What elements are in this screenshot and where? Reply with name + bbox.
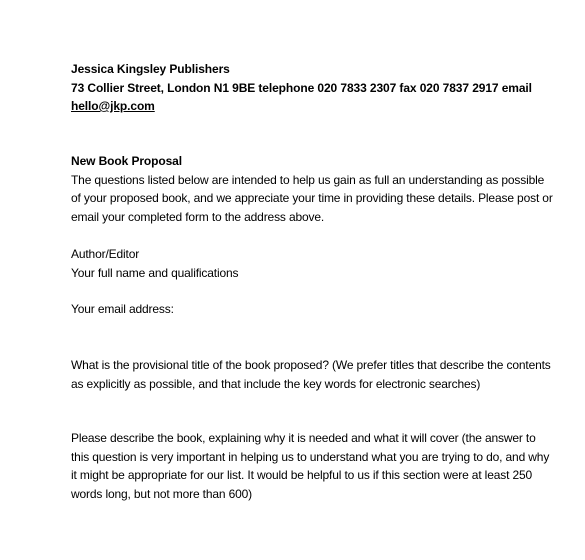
title-question	[71, 356, 551, 393]
proposal-intro	[71, 152, 553, 226]
title-question-line: as explicitly as possible, and that include the key words for electronic searches)	[71, 376, 481, 391]
describe-question-line: it might be appropriate for our list. It would be helpful to us if this section were at least 250	[71, 468, 533, 482]
describe-question	[71, 429, 550, 503]
proposal-title: New Book Proposal	[71, 154, 182, 168]
author-prompt: Your full name and qualifications	[71, 265, 239, 280]
publisher-email-link[interactable]: hello@jkp.com	[71, 99, 155, 113]
describe-question-line: Please describe the book, explaining why it is needed and what it will cover (the answer to	[71, 431, 536, 445]
email-section	[71, 300, 531, 319]
intro-line: The questions listed below are intended to help us gain as full an understanding as possible	[71, 172, 545, 187]
author-heading: Author/Editor	[71, 247, 140, 261]
publisher-address: 73 Collier Street, London N1 9BE telephone 020 7833 2307 fax 020 7837 2917 email	[71, 80, 532, 95]
author-section	[71, 245, 531, 282]
publisher-name: Jessica Kingsley Publishers	[71, 62, 230, 76]
describe-question-line: this question is very important in helping us to understand what you are trying to do, and why	[71, 449, 550, 464]
email-prompt: Your email address:	[71, 302, 174, 316]
title-question-line: What is the provisional title of the book proposed? (We prefer titles that describe the contents	[71, 358, 551, 372]
intro-line: of your proposed book, and we appreciate your time in providing these details. Please post or	[71, 191, 553, 205]
describe-question-line: words long, but not more than 600)	[71, 486, 253, 501]
publisher-header	[71, 60, 531, 116]
intro-line: email your completed form to the address above.	[71, 209, 325, 224]
